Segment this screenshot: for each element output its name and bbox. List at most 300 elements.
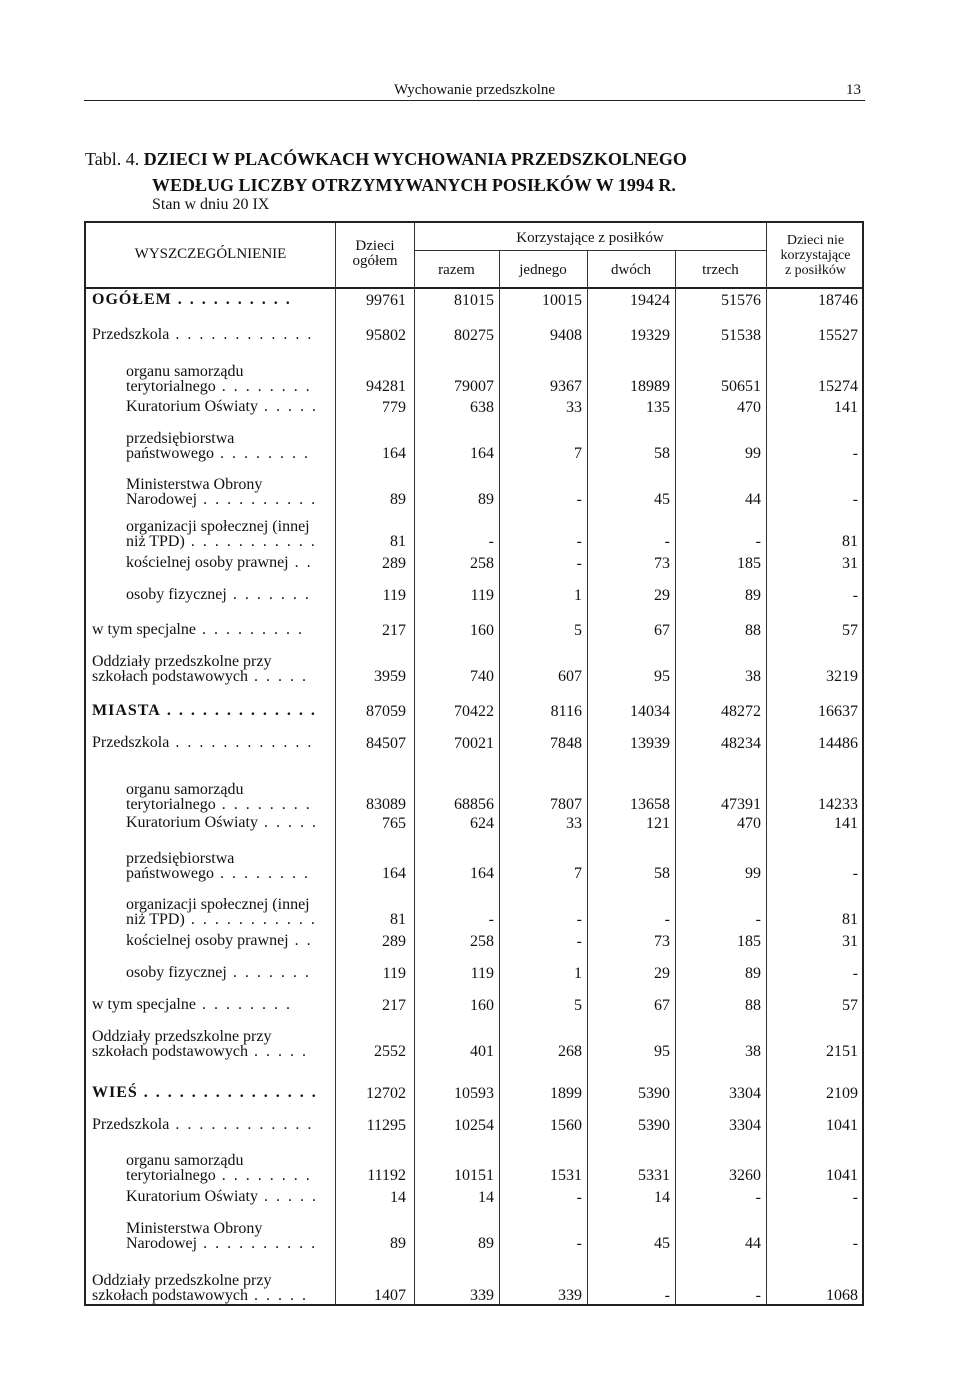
dot-leader: . . . . . — [257, 1188, 318, 1205]
cell-value: 81015 — [454, 292, 494, 309]
cell-value: 1041 — [826, 1117, 858, 1134]
row-label-line-2: Narodowej — [126, 491, 198, 508]
cell-value: 5390 — [638, 1117, 670, 1134]
cell-value: 3304 — [729, 1085, 761, 1102]
dot-leader: . . . . . . . . — [215, 378, 312, 395]
dot-leader: . . . . . . . . . — [195, 621, 304, 638]
row-label — [126, 364, 312, 394]
cell-value: 8116 — [550, 703, 582, 720]
row-label — [126, 587, 311, 602]
row-label — [126, 431, 310, 461]
cell-value: 29 — [654, 965, 670, 982]
row-label — [126, 965, 311, 980]
cell-value: 2552 — [374, 1043, 406, 1060]
cell-value: 70422 — [454, 703, 494, 720]
cell-value: 164 — [470, 865, 494, 882]
cell-value: 141 — [834, 815, 858, 832]
dot-leader: . . . . . . . . . . . . — [169, 1116, 314, 1133]
cell-value: - — [664, 533, 670, 550]
cell-value: 57 — [842, 622, 858, 639]
cell-value: - — [755, 533, 761, 550]
cell-value: 7 — [574, 865, 582, 882]
cell-value: - — [664, 1287, 670, 1304]
cell-value: - — [576, 533, 582, 550]
cell-value: 19424 — [630, 292, 670, 309]
header-total — [336, 239, 414, 269]
row-label-line-1: osoby fizycznej — [126, 964, 227, 981]
table-row — [86, 587, 862, 607]
header-non-users — [767, 233, 864, 278]
cell-value: 607 — [558, 668, 582, 685]
cell-value: 779 — [382, 399, 406, 416]
row-label-line-2: Narodowej — [126, 1235, 198, 1252]
row-label-line-1: Przedszkola — [92, 326, 170, 343]
dot-leader: . . . . . . . . — [215, 796, 312, 813]
row-label-line-2: niż TPD) — [126, 911, 185, 928]
cell-value: - — [852, 865, 858, 882]
header-non-line-1: Dzieci nie — [786, 233, 845, 248]
table-row — [86, 654, 862, 686]
section-title: Wychowanie przedszkolne — [393, 82, 556, 98]
table-row — [86, 735, 862, 755]
cell-value: 1560 — [550, 1117, 582, 1134]
cell-value: 13939 — [630, 735, 670, 752]
dot-leader: . . . . . . . . . . . . . . . — [137, 1084, 318, 1101]
row-label-line-1: Ministerstwa Obrony — [126, 476, 263, 493]
cell-value: 89 — [745, 587, 761, 604]
cell-value: 470 — [737, 815, 761, 832]
cell-value: - — [852, 1235, 858, 1252]
page-number: 13 — [846, 82, 861, 98]
cell-value: 31 — [842, 933, 858, 950]
header-total-line-1: Dzieci — [355, 238, 395, 254]
cell-value: 185 — [737, 933, 761, 950]
table-row — [86, 327, 862, 347]
cell-value: 67 — [654, 622, 670, 639]
row-label-line-2: niż TPD) — [126, 533, 185, 550]
cell-value: - — [576, 1235, 582, 1252]
dot-leader: . . . . . — [247, 1043, 308, 1060]
cell-value: 99 — [745, 445, 761, 462]
dot-leader: . . — [288, 554, 313, 571]
header-group: Korzystające z posiłków — [516, 230, 664, 246]
row-label-line-2: państwowego — [126, 445, 214, 462]
table-row — [86, 399, 862, 419]
cell-value: 48234 — [721, 735, 761, 752]
cell-value: - — [576, 491, 582, 508]
cell-value: 83089 — [366, 796, 406, 813]
cell-value: 18989 — [630, 378, 670, 395]
cell-value: 3260 — [729, 1167, 761, 1184]
cell-value: - — [488, 533, 494, 550]
cell-value: 11295 — [366, 1117, 406, 1134]
cell-value: - — [576, 911, 582, 928]
cell-value: 740 — [470, 668, 494, 685]
cell-value: 10015 — [542, 292, 582, 309]
cell-value: - — [852, 491, 858, 508]
header-dwoch: dwóch — [611, 262, 651, 278]
cell-value: 31 — [842, 555, 858, 572]
table-row — [86, 1085, 862, 1105]
cell-value: 44 — [745, 1235, 761, 1252]
cell-value: 3959 — [374, 668, 406, 685]
cell-value: 33 — [566, 399, 582, 416]
row-label — [92, 1029, 308, 1059]
cell-value: 2109 — [826, 1085, 858, 1102]
cell-value: 73 — [654, 555, 670, 572]
cell-value: 10593 — [454, 1085, 494, 1102]
header-rule — [84, 100, 865, 101]
cell-value: 217 — [382, 622, 406, 639]
row-label — [126, 851, 310, 881]
row-label-line-1: organu samorządu — [126, 1152, 244, 1169]
cell-value: 119 — [470, 965, 494, 982]
cell-value: 81 — [842, 911, 858, 928]
cell-value: 89 — [390, 491, 406, 508]
cell-value: 51538 — [721, 327, 761, 344]
cell-value: - — [576, 933, 582, 950]
cell-value: 51576 — [721, 292, 761, 309]
table-row — [86, 292, 862, 312]
row-label-line-1: Kuratorium Oświaty — [126, 398, 258, 415]
row-label — [92, 622, 304, 637]
row-label-line-1: Kuratorium Oświaty — [126, 814, 258, 831]
cell-value: 10151 — [454, 1167, 494, 1184]
cell-value: 258 — [470, 933, 494, 950]
row-label-line-1: osoby fizycznej — [126, 586, 227, 603]
cell-value: - — [576, 555, 582, 572]
cell-value: 45 — [654, 1235, 670, 1252]
table-row — [86, 933, 862, 953]
dot-leader: . . . . . . . . . . — [197, 1235, 318, 1252]
cell-value: 185 — [737, 555, 761, 572]
cell-value: 88 — [745, 997, 761, 1014]
cell-value: 68856 — [454, 796, 494, 813]
cell-value: 48272 — [721, 703, 761, 720]
table-row — [86, 555, 862, 575]
cell-value: 3219 — [826, 668, 858, 685]
table-row — [86, 519, 862, 551]
cell-value: 217 — [382, 997, 406, 1014]
cell-value: - — [852, 587, 858, 604]
cell-value: 95 — [654, 668, 670, 685]
cell-value: 84507 — [366, 735, 406, 752]
row-label-line-2: terytorialnego — [126, 796, 216, 813]
row-label — [92, 1117, 313, 1132]
cell-value: 160 — [470, 622, 494, 639]
data-table — [84, 221, 864, 1306]
dot-leader: . . . . . . . . . . . . — [169, 326, 314, 343]
cell-value: 135 — [646, 399, 670, 416]
cell-value: 95802 — [366, 327, 406, 344]
table-row — [86, 1273, 862, 1305]
row-label — [92, 292, 292, 307]
cell-value: 18746 — [818, 292, 858, 309]
header-group-rule — [414, 250, 766, 251]
cell-value: 81 — [390, 911, 406, 928]
table-row — [86, 815, 862, 835]
cell-value: 1407 — [374, 1287, 406, 1304]
table-row — [86, 703, 862, 723]
cell-value: 14 — [478, 1189, 494, 1206]
table-row — [86, 622, 862, 642]
row-label-line-1: Kuratorium Oświaty — [126, 1188, 258, 1205]
row-label — [126, 1153, 312, 1183]
dot-leader: . . . . . . . . . . . — [184, 911, 317, 928]
cell-value: 401 — [470, 1043, 494, 1060]
row-label — [126, 1189, 318, 1204]
cell-value: 45 — [654, 491, 670, 508]
row-label — [92, 327, 313, 342]
running-head — [84, 82, 865, 100]
header-total-line-2: ogółem — [352, 253, 398, 269]
cell-value: 79007 — [454, 378, 494, 395]
table-row — [86, 897, 862, 929]
row-label-line-1: przedsiębiorstwa — [126, 850, 235, 867]
cell-value: 12702 — [366, 1085, 406, 1102]
cell-value: 638 — [470, 399, 494, 416]
cell-value: 7807 — [550, 796, 582, 813]
dot-leader: . . . . . . . . . . . . — [169, 734, 314, 751]
row-label-line-1: Przedszkola — [92, 1116, 170, 1133]
cell-value: 3304 — [729, 1117, 761, 1134]
cell-value: 268 — [558, 1043, 582, 1060]
header-razem: razem — [438, 262, 475, 278]
cell-value: 624 — [470, 815, 494, 832]
cell-value: 73 — [654, 933, 670, 950]
cell-value: 7 — [574, 445, 582, 462]
cell-value: 121 — [646, 815, 670, 832]
cell-value: 164 — [382, 445, 406, 462]
cell-value: 14 — [390, 1189, 406, 1206]
cell-value: 14 — [654, 1189, 670, 1206]
row-label — [126, 1221, 317, 1251]
cell-value: 5 — [574, 622, 582, 639]
cell-value: 89 — [478, 1235, 494, 1252]
cell-value: 11192 — [367, 1167, 406, 1184]
cell-value: 33 — [566, 815, 582, 832]
cell-value: 58 — [654, 445, 670, 462]
dot-leader: . . . . . . . — [226, 586, 311, 603]
row-label — [92, 997, 292, 1012]
cell-value: - — [664, 911, 670, 928]
cell-value: 67 — [654, 997, 670, 1014]
cell-value: 89 — [390, 1235, 406, 1252]
cell-value: 14233 — [818, 796, 858, 813]
row-label — [126, 897, 317, 927]
row-label — [92, 735, 313, 750]
cell-value: 38 — [745, 668, 761, 685]
cell-value: 1068 — [826, 1287, 858, 1304]
table-title — [85, 146, 687, 198]
cell-value: - — [755, 1189, 761, 1206]
dot-leader: . . . . . . . . — [213, 445, 310, 462]
row-label — [92, 1085, 318, 1100]
row-label-line-2: państwowego — [126, 865, 214, 882]
cell-value: 9408 — [550, 327, 582, 344]
cell-value: 7848 — [550, 735, 582, 752]
row-label-line-1: Ministerstwa Obrony — [126, 1220, 263, 1237]
cell-value: 81 — [842, 533, 858, 550]
row-label-line-1: Oddziały przedszkolne przy — [92, 653, 272, 670]
row-label — [126, 782, 312, 812]
cell-value: 1 — [574, 587, 582, 604]
cell-value: - — [576, 1189, 582, 1206]
cell-value: 339 — [470, 1287, 494, 1304]
dot-leader: . . . . . . . . — [195, 996, 292, 1013]
table-row — [86, 1189, 862, 1209]
table-row — [86, 1153, 862, 1185]
cell-value: 119 — [382, 587, 406, 604]
row-label-line-1: organu samorządu — [126, 363, 244, 380]
cell-value: 765 — [382, 815, 406, 832]
dot-leader: . . . . . — [257, 398, 318, 415]
cell-value: - — [852, 1189, 858, 1206]
cell-value: 89 — [478, 491, 494, 508]
cell-value: 5331 — [638, 1167, 670, 1184]
row-label-line-2: szkołach podstawowych — [92, 668, 248, 685]
row-label-line-2: terytorialnego — [126, 1167, 216, 1184]
table-row — [86, 1221, 862, 1253]
row-label — [92, 1273, 308, 1303]
cell-value: 89 — [745, 965, 761, 982]
cell-value: 1531 — [550, 1167, 582, 1184]
row-label — [126, 815, 318, 830]
cell-value: - — [755, 911, 761, 928]
cell-value: 99761 — [366, 292, 406, 309]
table-row — [86, 1029, 862, 1061]
cell-value: 58 — [654, 865, 670, 882]
cell-value: 50651 — [721, 378, 761, 395]
cell-value: 289 — [382, 555, 406, 572]
row-label — [126, 555, 313, 570]
cell-value: 16637 — [818, 703, 858, 720]
cell-value: 15527 — [818, 327, 858, 344]
header-non-line-3: z posiłków — [784, 263, 847, 278]
cell-value: 339 — [558, 1287, 582, 1304]
cell-value: 1 — [574, 965, 582, 982]
cell-value: 29 — [654, 587, 670, 604]
row-label-line-1: Oddziały przedszkolne przy — [92, 1272, 272, 1289]
cell-value: 13658 — [630, 796, 670, 813]
header-spec: WYSZCZEGÓLNIENIE — [134, 246, 287, 262]
row-label — [126, 933, 313, 948]
cell-value: 1041 — [826, 1167, 858, 1184]
table-row — [86, 364, 862, 396]
cell-value: 87059 — [366, 703, 406, 720]
cell-value: 70021 — [454, 735, 494, 752]
cell-value: 164 — [470, 445, 494, 462]
cell-value: 119 — [470, 587, 494, 604]
table-header — [86, 223, 862, 289]
row-label — [126, 399, 318, 414]
cell-value: 2151 — [826, 1043, 858, 1060]
row-label-line-1: kościelnej osoby prawnej — [126, 554, 289, 571]
cell-value: 10254 — [454, 1117, 494, 1134]
dot-leader: . . . . . — [257, 814, 318, 831]
row-label-line-1: kościelnej osoby prawnej — [126, 932, 289, 949]
cell-value: 470 — [737, 399, 761, 416]
table-row — [86, 782, 862, 814]
row-label — [126, 477, 317, 507]
row-label-line-1: w tym specjalne — [92, 621, 196, 638]
table-subtitle: Stan w dniu 20 IX — [152, 196, 270, 213]
table-row — [86, 851, 862, 883]
cell-value: 5390 — [638, 1085, 670, 1102]
row-label — [92, 703, 317, 718]
cell-value: 47391 — [721, 796, 761, 813]
table-row — [86, 431, 862, 463]
row-label-line-1: MIASTA — [92, 702, 161, 719]
cell-value: 99 — [745, 865, 761, 882]
header-jednego: jednego — [519, 262, 567, 278]
header-non-line-2: korzystające — [780, 248, 851, 263]
row-label-line-1: organu samorządu — [126, 781, 244, 798]
cell-value: - — [755, 1287, 761, 1304]
cell-value: - — [488, 911, 494, 928]
row-label — [126, 519, 317, 549]
dot-leader: . . . . . . . . — [215, 1167, 312, 1184]
title-line-1: DZIECI W PLACÓWKACH WYCHOWANIA PRZEDSZKOLNEGO — [143, 149, 687, 169]
dot-leader: . . . . . . . . . . — [171, 291, 292, 308]
cell-value: 119 — [382, 965, 406, 982]
cell-value: 258 — [470, 555, 494, 572]
cell-value: 44 — [745, 491, 761, 508]
cell-value: 160 — [470, 997, 494, 1014]
cell-value: 14486 — [818, 735, 858, 752]
dot-leader: . . . . . . . . — [213, 865, 310, 882]
row-label-line-1: organizacji społecznej (innej — [126, 896, 310, 913]
row-label-line-1: WIEŚ — [92, 1084, 138, 1101]
table-number: Tabl. 4. — [85, 149, 140, 169]
cell-value: - — [852, 445, 858, 462]
cell-value: 57 — [842, 997, 858, 1014]
cell-value: 1899 — [550, 1085, 582, 1102]
row-label-line-1: przedsiębiorstwa — [126, 430, 235, 447]
row-label-line-1: organizacji społecznej (innej — [126, 518, 310, 535]
cell-value: 5 — [574, 997, 582, 1014]
cell-value: 14034 — [630, 703, 670, 720]
row-label-line-1: Przedszkola — [92, 734, 170, 751]
cell-value: 9367 — [550, 378, 582, 395]
dot-leader: . . . . . — [247, 1287, 308, 1304]
table-row — [86, 997, 862, 1017]
cell-value: - — [852, 965, 858, 982]
row-label-line-2: szkołach podstawowych — [92, 1287, 248, 1304]
dot-leader: . . . . . — [247, 668, 308, 685]
row-label — [92, 654, 308, 684]
title-line-2: WEDŁUG LICZBY OTRZYMYWANYCH POSIŁKÓW W 1994 R. — [152, 175, 676, 195]
table-row — [86, 1117, 862, 1137]
cell-value: 15274 — [818, 378, 858, 395]
cell-value: 38 — [745, 1043, 761, 1060]
cell-value: 19329 — [630, 327, 670, 344]
dot-leader: . . — [288, 932, 313, 949]
cell-value: 164 — [382, 865, 406, 882]
dot-leader: . . . . . . . — [226, 964, 311, 981]
cell-value: 141 — [834, 399, 858, 416]
cell-value: 80275 — [454, 327, 494, 344]
cell-value: 95 — [654, 1043, 670, 1060]
row-label-line-1: OGÓŁEM — [92, 291, 172, 308]
dot-leader: . . . . . . . . . . . — [184, 533, 317, 550]
dot-leader: . . . . . . . . . . . . . — [160, 702, 317, 719]
cell-value: 88 — [745, 622, 761, 639]
row-label-line-2: terytorialnego — [126, 378, 216, 395]
dot-leader: . . . . . . . . . . — [197, 491, 318, 508]
cell-value: 289 — [382, 933, 406, 950]
row-label-line-1: w tym specjalne — [92, 996, 196, 1013]
